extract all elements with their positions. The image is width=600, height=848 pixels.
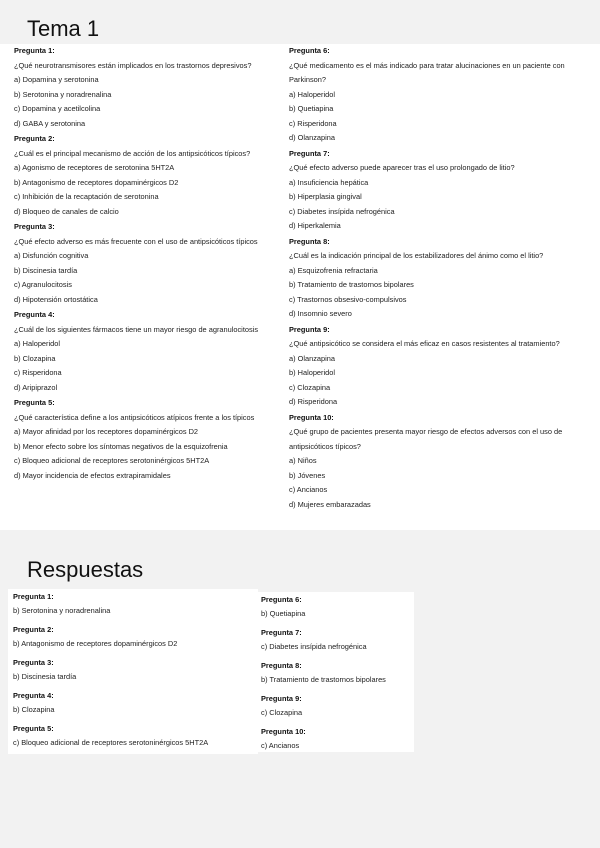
- answer-block: [13, 589, 208, 622]
- answer-option: c) Risperidona: [14, 368, 62, 377]
- question-label: Pregunta 4:: [14, 310, 55, 319]
- answer-option: a) Haloperidol: [14, 339, 61, 348]
- question-block: [289, 44, 600, 146]
- question-label: Pregunta 3:: [14, 222, 55, 231]
- answer-label: Pregunta 1:: [13, 592, 54, 601]
- quiz-title: Tema 1: [27, 16, 100, 41]
- answer-text: b) Tratamiento de trastornos bipolares: [261, 675, 386, 684]
- answer-option: a) Disfunción cognitiva: [14, 251, 89, 260]
- answer-text: b) Quetiapina: [261, 609, 306, 618]
- answer-option: c) Diabetes insípida nefrogénica: [289, 206, 395, 216]
- answer-option: a) Mayor afinidad por los receptores dopaminérgicos D2: [14, 427, 199, 436]
- answer-option: b) Discinesia tardía: [14, 265, 78, 275]
- answer-block: [261, 724, 386, 752]
- question-text: ¿Qué antipsicótico se considera el más eficaz en casos resistentes al tratamiento?: [289, 339, 560, 348]
- answers-title: Respuestas: [27, 557, 144, 582]
- question-block: [289, 323, 600, 410]
- answer-label: Pregunta 3:: [13, 658, 54, 667]
- question-block: [14, 44, 286, 131]
- question-text: ¿Cuál de los siguientes fármacos tiene un mayor riesgo de agranulocitosis: [14, 324, 259, 334]
- answer-option: a) Insuficiencia hepática: [289, 177, 369, 187]
- question-text: ¿Qué neurotransmisores están implicados en los trastornos depresivos?: [14, 60, 252, 70]
- answer-block: [13, 655, 208, 688]
- quiz-panel: [0, 44, 600, 530]
- question-text: ¿Qué efecto adverso puede aparecer tras el uso prolongado de litio?: [289, 163, 515, 172]
- answer-option: d) Mujeres embarazadas: [289, 499, 371, 509]
- answer-text: c) Ancianos: [261, 741, 300, 750]
- question-text: ¿Cuál es el principal mecanismo de acción de los antipsicóticos típicos?: [14, 148, 251, 158]
- answer-option: a) Niños: [289, 456, 317, 465]
- answer-option: c) Agranulocitosis: [14, 280, 72, 289]
- answer-block: [13, 622, 208, 655]
- answer-block: [261, 625, 386, 658]
- answer-option: d) Bloqueo de canales de calcio: [14, 206, 119, 216]
- answer-block: [13, 688, 208, 721]
- answer-option: d) Aripiprazol: [14, 382, 58, 392]
- answer-option: b) Menor efecto sobre los síntomas negativos de la esquizofrenia: [14, 441, 228, 451]
- answer-block: [261, 592, 386, 625]
- answer-text: b) Clozapina: [13, 705, 55, 714]
- question-text: ¿Qué característica define a los antipsicóticos atípicos frente a los típicos: [14, 412, 255, 422]
- answer-text: c) Diabetes insípida nefrogénica: [261, 642, 367, 651]
- answer-text: b) Serotonina y noradrenalina: [13, 606, 111, 615]
- question-text: ¿Cuál es la indicación principal de los estabilizadores del ánimo como el litio?: [289, 251, 544, 260]
- answer-label: Pregunta 5:: [13, 724, 54, 733]
- question-text: ¿Qué efecto adverso es más frecuente con el uso de antipsicóticos típicos: [14, 236, 258, 246]
- answer-text: b) Discinesia tardía: [13, 672, 77, 681]
- answer-block: [261, 658, 386, 691]
- answer-label: Pregunta 10:: [261, 727, 306, 736]
- answer-option: d) Hiperkalemia: [289, 221, 341, 230]
- question-block: [14, 396, 286, 483]
- question-label: Pregunta 10:: [289, 412, 334, 422]
- answer-option: d) Risperidona: [289, 397, 338, 406]
- question-block: [289, 147, 600, 234]
- question-label: Pregunta 8:: [289, 236, 330, 246]
- answers-column-left: [13, 589, 208, 754]
- answer-option: b) Quetiapina: [289, 104, 334, 113]
- question-block: [14, 308, 286, 395]
- question-label: Pregunta 2:: [14, 134, 55, 143]
- answer-label: Pregunta 9:: [261, 694, 302, 703]
- answer-option: a) Haloperidol: [289, 89, 336, 99]
- question-label: Pregunta 7:: [289, 148, 330, 158]
- answer-option: c) Ancianos: [289, 485, 328, 494]
- question-block: [14, 132, 286, 219]
- answer-option: c) Risperidona: [289, 118, 337, 128]
- questions-column-right: [289, 44, 600, 512]
- answer-option: a) Olanzapina: [289, 353, 336, 363]
- question-text: ¿Qué grupo de pacientes presenta mayor riesgo de efectos adversos con el uso de antipsicóticos típicos?: [289, 427, 563, 451]
- answer-block: [261, 691, 386, 724]
- answer-text: c) Clozapina: [261, 708, 303, 717]
- answer-option: a) Esquizofrenia refractaria: [289, 265, 378, 275]
- question-block: [289, 235, 600, 322]
- question-block: [14, 220, 286, 307]
- answer-option: c) Inhibición de la recaptación de serotonina: [14, 192, 159, 201]
- answer-option: d) Insomnio severo: [289, 309, 352, 318]
- question-block: [289, 411, 600, 513]
- answer-option: b) Hiperplasia gingival: [289, 192, 362, 201]
- answer-option: b) Haloperidol: [289, 368, 336, 377]
- answer-text: b) Antagonismo de receptores dopaminérgicos D2: [13, 639, 178, 648]
- answer-label: Pregunta 4:: [13, 691, 54, 700]
- answer-option: d) Mayor incidencia de efectos extrapiramidales: [14, 470, 171, 480]
- answer-option: d) GABA y serotonina: [14, 118, 86, 128]
- answer-label: Pregunta 8:: [261, 661, 302, 670]
- answer-option: b) Clozapina: [14, 353, 56, 363]
- answer-option: c) Dopamina y acetilcolina: [14, 104, 101, 113]
- answer-option: b) Antagonismo de receptores dopaminérgicos D2: [14, 177, 179, 187]
- answers-column-right: [261, 592, 386, 752]
- answer-option: b) Tratamiento de trastornos bipolares: [289, 280, 414, 289]
- answer-option: c) Clozapina: [289, 382, 331, 392]
- question-label: Pregunta 6:: [289, 46, 330, 55]
- answer-option: a) Agonismo de receptores de serotonina 5HT2A: [14, 163, 175, 172]
- question-text: ¿Qué medicamento es el más indicado para tratar alucinaciones en un paciente con Parkinson?: [289, 60, 565, 84]
- answer-text: c) Bloqueo adicional de receptores serotoninérgicos 5HT2A: [13, 738, 209, 747]
- question-label: Pregunta 5:: [14, 398, 55, 407]
- answer-option: c) Trastornos obsesivo-compulsivos: [289, 294, 407, 304]
- answers-panel-right: [258, 592, 414, 752]
- answer-option: d) Olanzapina: [289, 133, 336, 142]
- answer-label: Pregunta 2:: [13, 625, 54, 634]
- answer-block: [13, 721, 208, 754]
- question-label: Pregunta 1:: [14, 46, 55, 55]
- answer-option: b) Jóvenes: [289, 470, 326, 480]
- answer-label: Pregunta 6:: [261, 595, 302, 604]
- answer-option: c) Bloqueo adicional de receptores serotoninérgicos 5HT2A: [14, 456, 210, 465]
- answer-option: a) Dopamina y serotonina: [14, 75, 99, 84]
- answers-panel-left: [8, 589, 258, 754]
- answer-option: b) Serotonina y noradrenalina: [14, 89, 112, 99]
- question-label: Pregunta 9:: [289, 324, 330, 334]
- answer-label: Pregunta 7:: [261, 628, 302, 637]
- questions-column-left: [14, 44, 286, 483]
- answer-option: d) Hipotensión ortostática: [14, 294, 98, 304]
